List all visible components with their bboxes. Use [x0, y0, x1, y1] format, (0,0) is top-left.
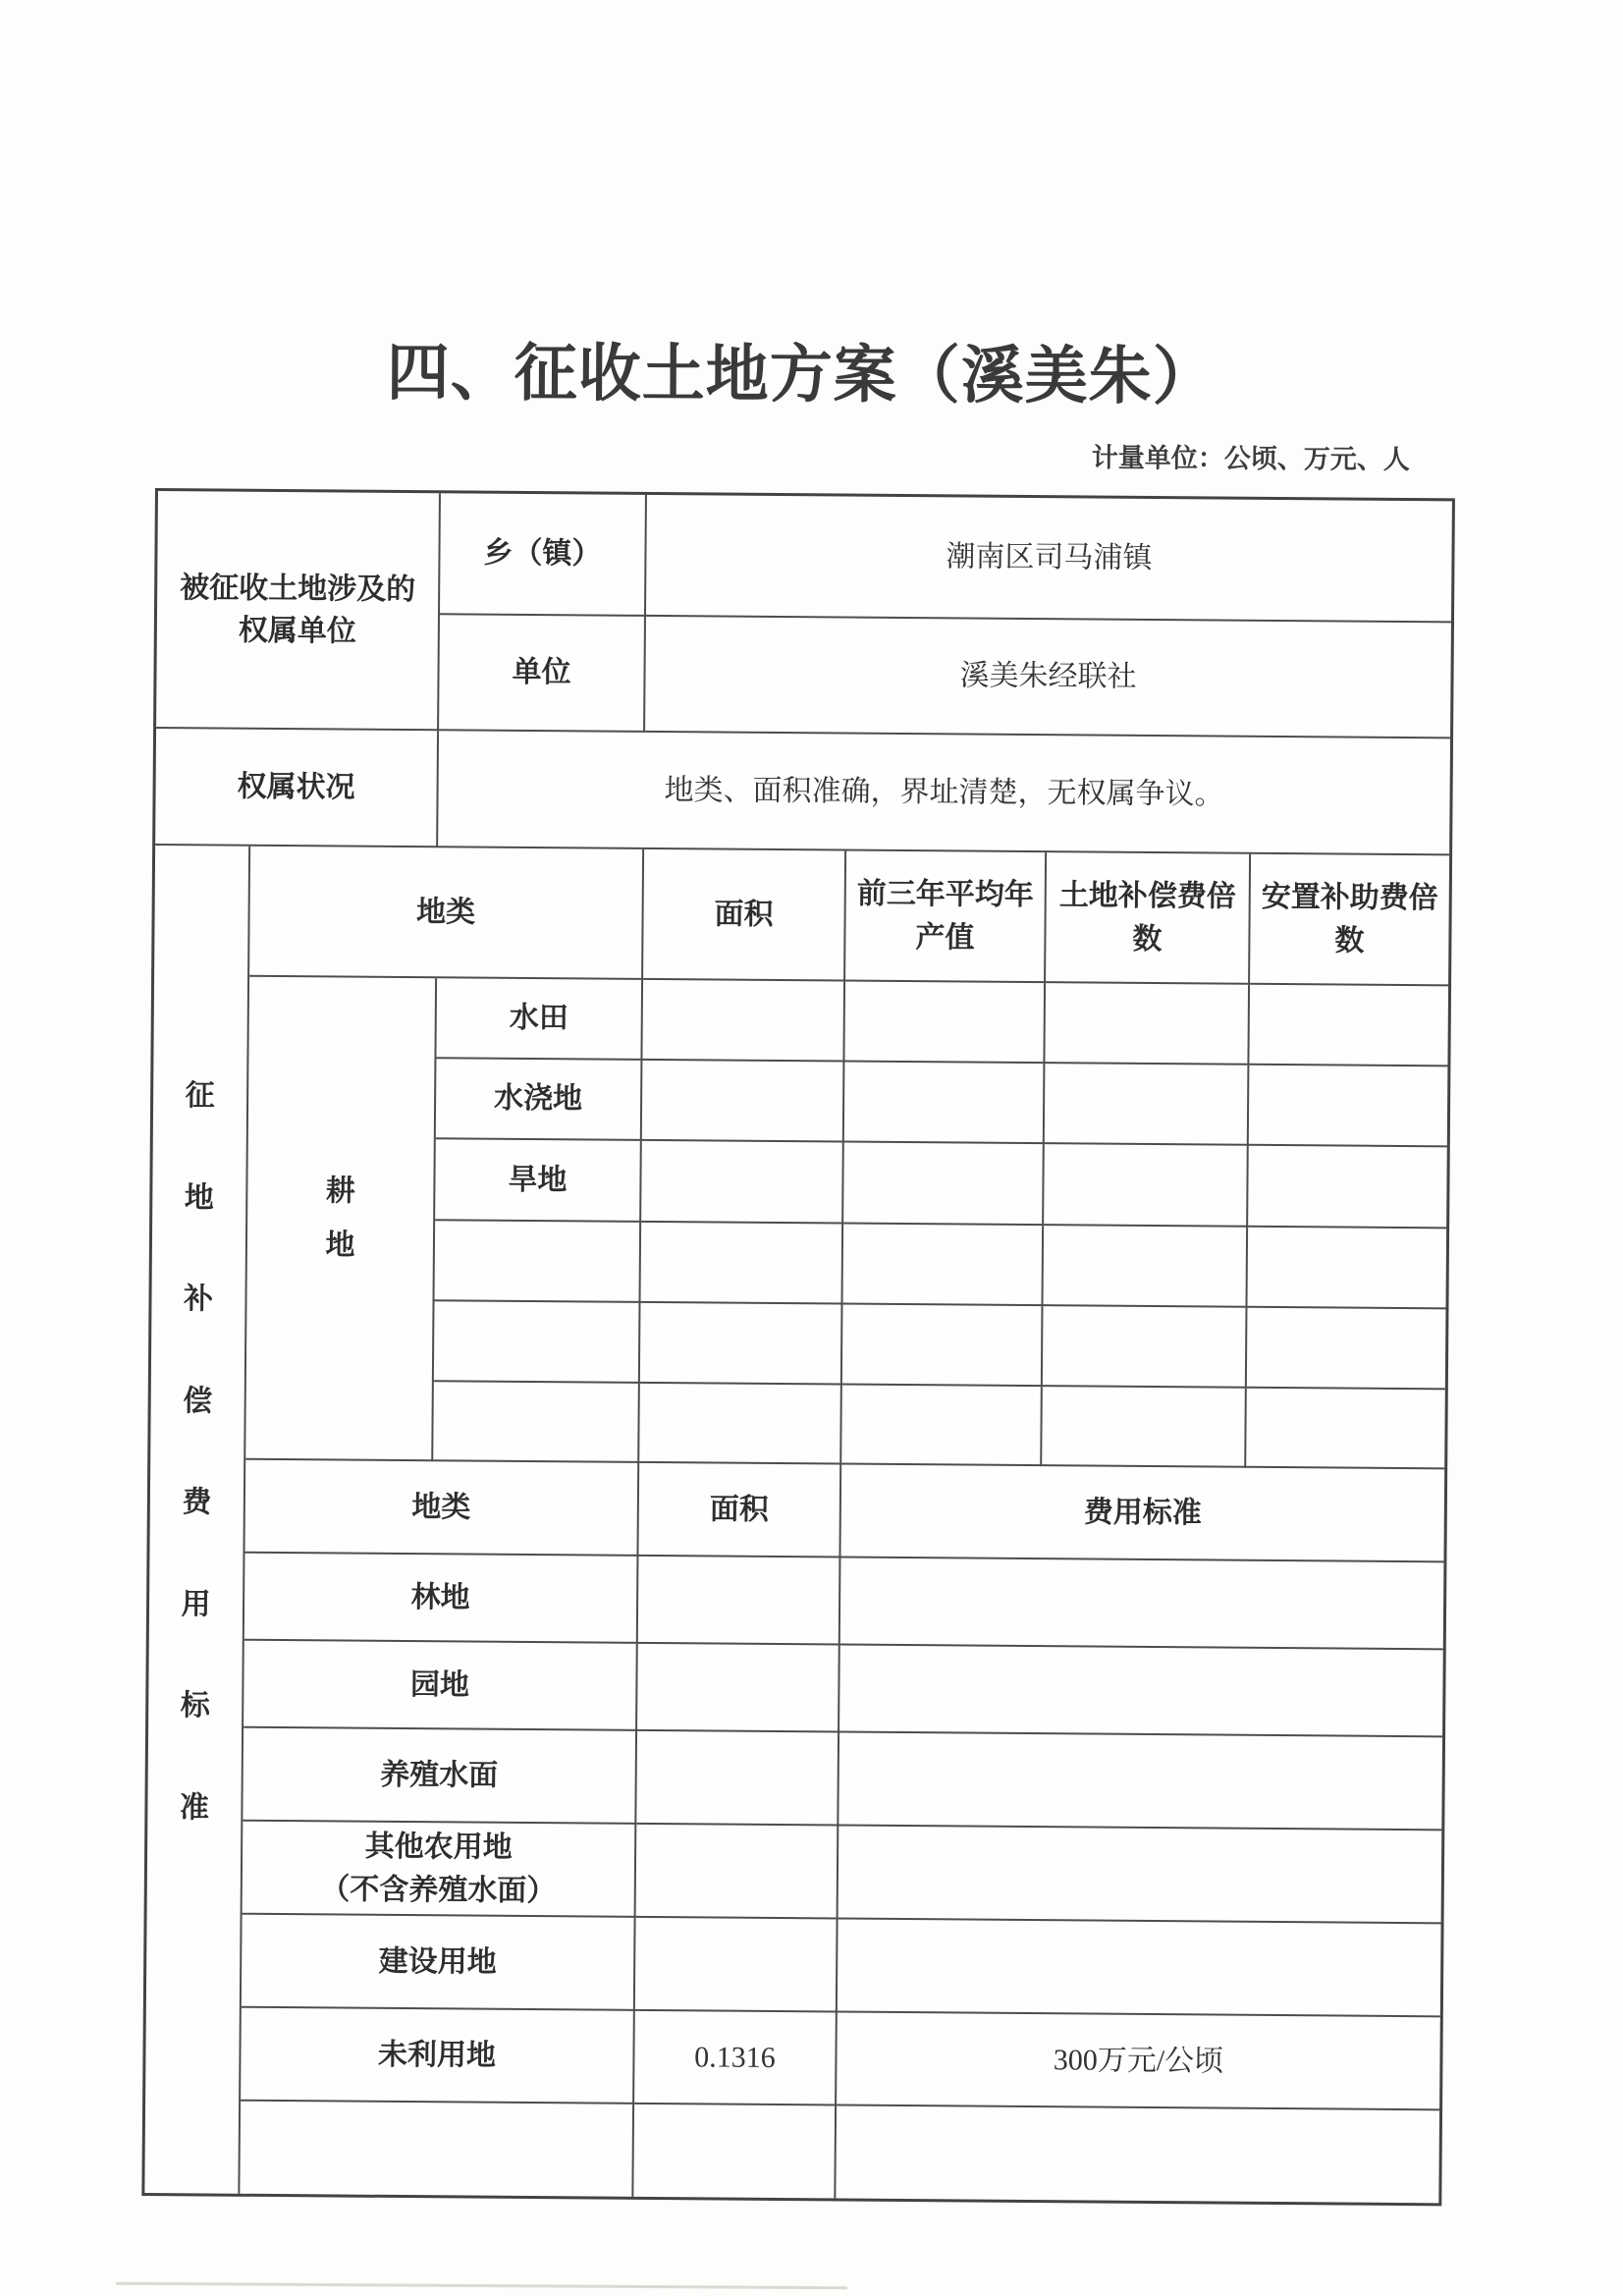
row-garden-label: 园地 [243, 1641, 638, 1731]
row-blank-label [434, 1301, 641, 1384]
empty-cell [840, 1558, 1444, 1651]
empty-cell [636, 1731, 839, 1827]
lower-header-fee-standard: 费用标准 [840, 1465, 1444, 1563]
empty-cell [641, 1141, 844, 1225]
empty-cell [1247, 1228, 1446, 1310]
empty-cell [1043, 1306, 1248, 1389]
empty-cell [1249, 985, 1448, 1067]
row-unused-land-label: 未利用地 [241, 2008, 635, 2105]
empty-cell [838, 1920, 1441, 2018]
empty-cell [1045, 983, 1250, 1066]
empty-cell [642, 1061, 845, 1143]
empty-cell [1246, 1389, 1445, 1470]
cultivated-land-group-label [245, 977, 437, 1461]
row-irrigated-label: 水浇地 [436, 1059, 643, 1141]
page-title: 四、征收土地方案（溪美朱） [386, 337, 1217, 412]
row-blank-label [433, 1382, 640, 1463]
lower-header-land-type: 地类 [244, 1460, 639, 1557]
empty-cell [637, 1644, 840, 1733]
ownership-status-value: 地类、面积准确，界址清楚，无权属争议。 [438, 731, 1450, 855]
row-other-agricultural-label: 其他农用地 （不含养殖水面） [243, 1822, 637, 1918]
empty-cell [839, 1646, 1443, 1738]
township-value: 潮南区司马浦镇 [646, 495, 1452, 623]
empty-cell [842, 1305, 1044, 1388]
ownership-group-label: 被征收土地涉及的 权属单位 [156, 491, 441, 731]
upper-header-resettle-multiple: 安置补助费倍数 [1250, 854, 1449, 987]
empty-cell [1247, 1308, 1446, 1391]
empty-cell [1042, 1387, 1247, 1468]
lower-header-area: 面积 [638, 1463, 841, 1558]
township-label: 乡（镇） [440, 493, 647, 617]
empty-cell [1045, 1064, 1250, 1146]
row-dryland-label: 旱地 [435, 1139, 642, 1223]
ownership-status-label: 权属状况 [155, 729, 439, 847]
cultivated-land-text: 耕地 [325, 1174, 356, 1262]
scan-artifact-line [116, 2282, 847, 2290]
empty-cell [635, 1918, 839, 2013]
land-expropriation-table [141, 488, 1455, 2206]
empty-cell [633, 2105, 837, 2199]
row-blank-label [240, 2102, 634, 2197]
empty-cell [1249, 1066, 1448, 1148]
empty-cell [844, 1063, 1046, 1145]
empty-cell [844, 982, 1046, 1065]
empty-cell [636, 1825, 839, 1920]
empty-cell [1248, 1146, 1447, 1230]
empty-cell [836, 2106, 1439, 2204]
upper-header-land-type: 地类 [249, 847, 644, 980]
upper-header-land-comp-multiple: 土地补偿费倍数 [1046, 852, 1251, 985]
empty-cell [640, 1223, 843, 1305]
row-aquaculture-label: 养殖水面 [243, 1728, 637, 1825]
upper-header-avg-output: 前三年平均年产值 [845, 851, 1047, 984]
empty-cell [642, 980, 845, 1063]
units-note: 计量单位：公顷、万元、人 [1091, 442, 1410, 474]
empty-cell [839, 1827, 1442, 1925]
empty-cell [839, 1733, 1442, 1831]
compensation-standard-vertical-label [144, 846, 250, 2194]
empty-cell [640, 1303, 843, 1386]
empty-cell [639, 1384, 842, 1465]
empty-cell [1044, 1144, 1249, 1228]
row-blank-label [435, 1221, 642, 1303]
empty-cell [843, 1143, 1045, 1227]
row-paddy-label: 水田 [436, 978, 643, 1061]
empty-cell [841, 1386, 1043, 1467]
row-construction-label: 建设用地 [242, 1915, 636, 2011]
unit-value: 溪美朱经联社 [645, 617, 1451, 738]
unused-land-fee-value: 300万元/公顷 [837, 2013, 1440, 2111]
empty-cell [842, 1225, 1044, 1307]
row-forest-label: 林地 [244, 1554, 639, 1644]
vertical-label-text: 征地补偿费用标准 [179, 1079, 215, 1824]
unused-land-area-value: 0.1316 [634, 2011, 838, 2106]
upper-header-area: 面积 [643, 849, 846, 982]
empty-cell [1043, 1226, 1248, 1308]
empty-cell [638, 1557, 841, 1646]
unit-label: 单位 [439, 615, 646, 733]
